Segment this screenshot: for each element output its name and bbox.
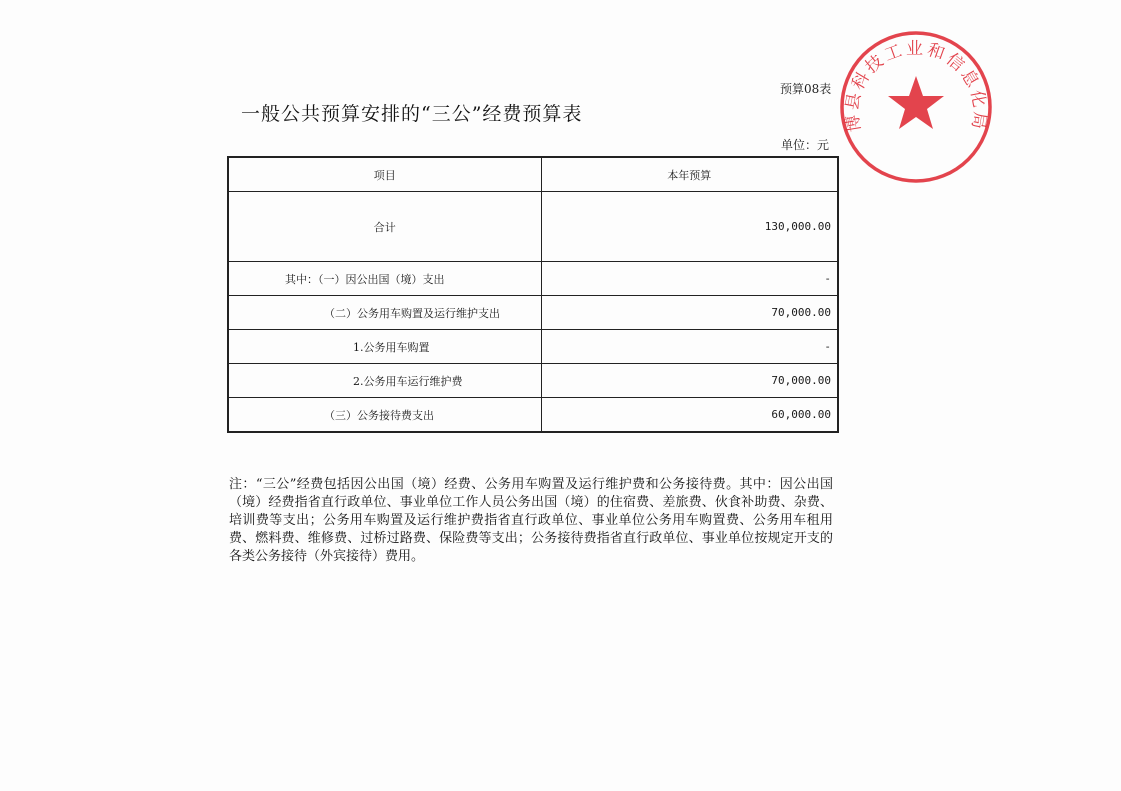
unit-label: 单位：元: [781, 138, 830, 152]
table-row: [228, 296, 838, 330]
row-amount: 70,000.00: [541, 296, 838, 330]
table-row: [228, 398, 838, 433]
table-row-total: [228, 192, 838, 262]
svg-text:博县科技工业和信息化局: 博县科技工业和信息化局: [842, 39, 990, 134]
table-header-row: [228, 157, 838, 192]
row-amount: -: [541, 330, 838, 364]
table-row: [228, 330, 838, 364]
row-label: 合计: [228, 192, 541, 262]
row-label: 1.公务用车购置: [228, 330, 541, 364]
column-header-budget: 本年预算: [541, 157, 838, 192]
row-amount: -: [541, 262, 838, 296]
row-label: （二）公务用车购置及运行维护支出: [228, 296, 541, 330]
row-label: 2.公务用车运行维护费: [228, 364, 541, 398]
table-code: 预算08表: [780, 82, 832, 96]
row-amount: 70,000.00: [541, 364, 838, 398]
document-title: 一般公共预算安排的“三公”经费预算表: [241, 103, 583, 125]
budget-table: [227, 156, 839, 433]
table-row: [228, 262, 838, 296]
row-amount: 130,000.00: [541, 192, 838, 262]
row-label: 其中：（一）因公出国（境）支出: [228, 262, 541, 296]
row-label: （三）公务接待费支出: [228, 398, 541, 433]
footnote: 注：“三公”经费包括因公出国（境）经费、公务用车购置及运行维护费和公务接待费。其中：因公出国（境）经费指省直行政单位、事业单位工作人员公务出国（境）的住宿费、差旅费、伙食补助费、杂费、培训费等支出；公务用车购置及运行维护费指省直行政单位、事业单位公务用车购置费、公务用车租用费、燃料费、维修费、过桥过路费、保险费等支出；公务接待费指省直行政单位、事业单位按规定开支的各类公务接待（外宾接待）费用。: [229, 477, 833, 564]
row-amount: 60,000.00: [541, 398, 838, 433]
table-row: [228, 364, 838, 398]
seal-star-icon: [888, 76, 944, 129]
official-seal: [837, 28, 995, 186]
column-header-item: 项目: [228, 157, 541, 192]
